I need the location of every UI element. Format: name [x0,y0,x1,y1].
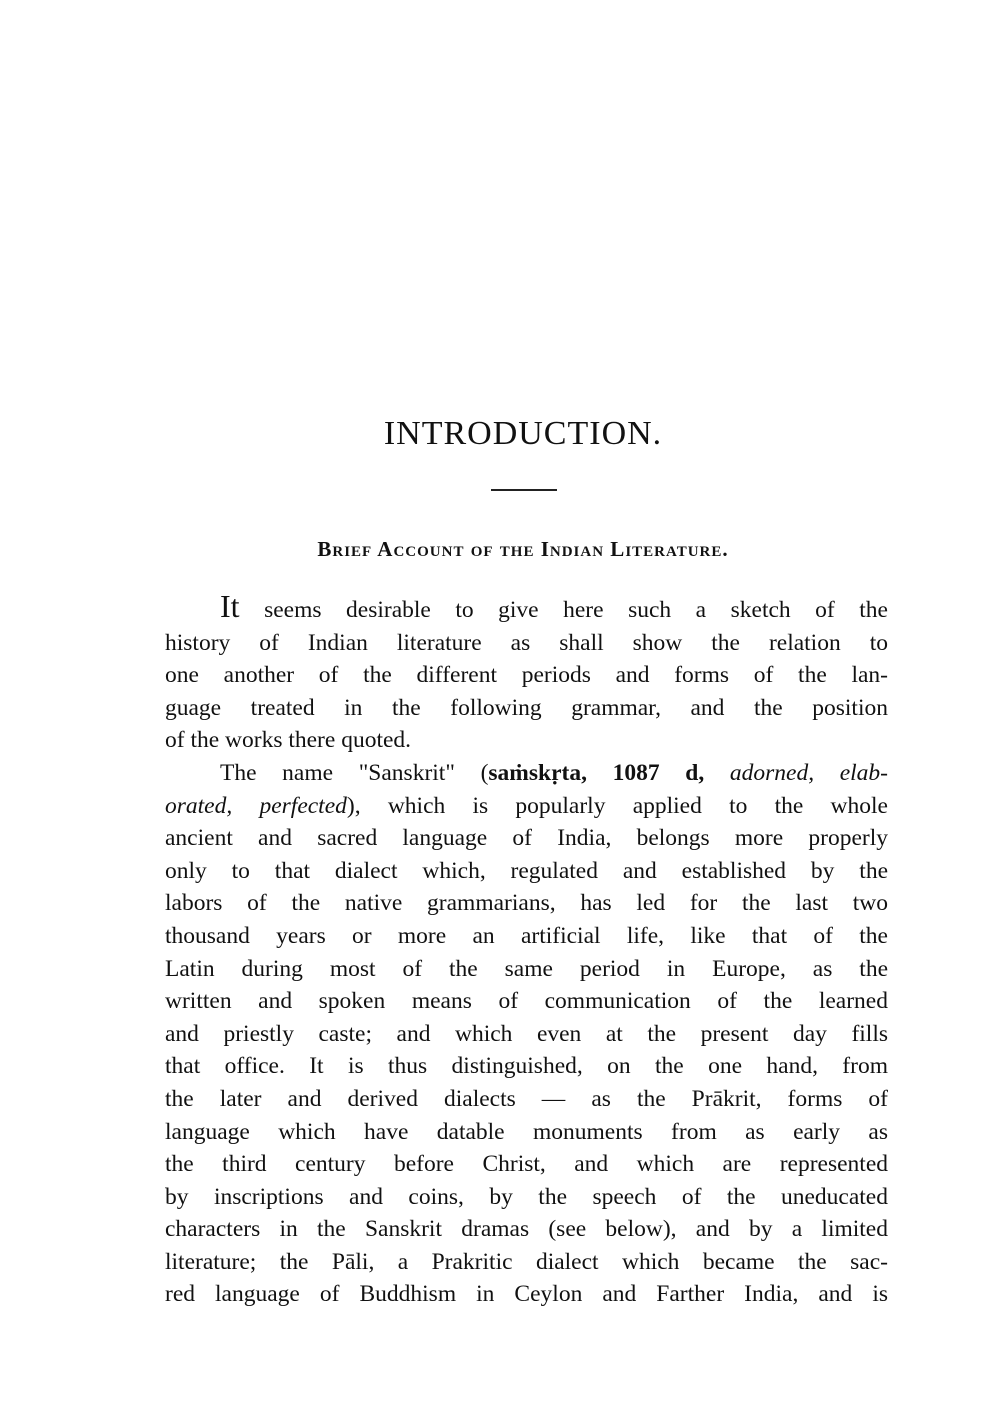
drop-cap: It [220,588,240,624]
text-line: one another of the different periods and forms of the lan- [165,662,888,689]
text-line: characters in the Sanskrit dramas (see below), and by a limited [165,1216,888,1243]
text-line: history of Indian literature as shall show the relation to [165,629,888,656]
text-run: ), which is popularly applied to the whole [346,792,888,819]
text-line [165,790,888,823]
text-line: labors of the native grammarians, has led for the last two [165,890,888,917]
text-line: language which have datable monuments from as early as [165,1118,888,1145]
paragraph-2 [165,757,888,1311]
text-line: ancient and sacred language of India, belongs more properly [165,825,888,852]
text-line [165,588,888,627]
italic-gloss: adorned, elab- [704,759,888,786]
text-line: thousand years or more an artificial life, like that of the [165,922,888,949]
chapter-title: INTRODUCTION. [383,415,663,452]
paragraph-1 [165,588,888,757]
text-run: seems desirable to give here such a sketch of the [239,597,888,623]
text-run: The name "Sanskrit" ( [220,759,489,786]
text-line: literature; the Pāli, a Prakritic dialect which became the sac- [165,1248,888,1275]
sanskrit-term: saṁskṛta, 1087 d, [488,759,705,786]
text-line: red language of Buddhism in Ceylon and Farther India, and is [165,1281,888,1308]
text-line: only to that dialect which, regulated and established by the [165,857,888,884]
text-line: guage treated in the following grammar, and the position [165,694,888,721]
text-line: written and spoken means of communication of the learned [165,988,888,1015]
italic-gloss: orated, perfected [165,792,347,819]
text-line: Latin during most of the same period in Europe, as the [165,955,888,982]
text-line: the later and derived dialects — as the Prākrit, forms of [165,1085,888,1112]
text-line: of the works there quoted. [165,727,412,754]
title-rule-divider [491,489,557,491]
text-line: that office. It is thus distinguished, on the one hand, from [165,1053,888,1080]
body-text [165,588,888,1311]
text-line: the third century before Christ, and which are represented [165,1151,888,1178]
text-line: by inscriptions and coins, by the speech of the uneducated [165,1183,888,1210]
section-subtitle: Brief Account of the Indian Literature. [317,537,729,561]
text-line: and priestly caste; and which even at the present day fills [165,1020,888,1047]
text-line [165,757,888,790]
